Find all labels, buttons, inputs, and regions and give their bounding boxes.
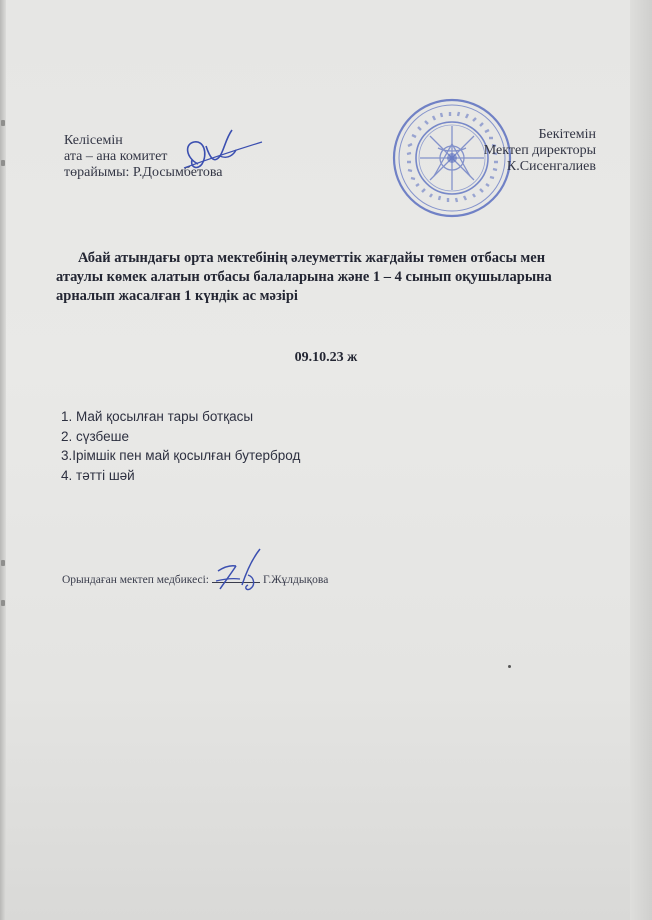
page-right-edge — [630, 0, 652, 920]
menu-list — [61, 407, 300, 485]
menu-item: 1. Май қосылған тары ботқасы — [61, 409, 254, 424]
approval-right-line3: К.Сисенгалиев — [506, 159, 596, 174]
approval-right-line1: Бекітемін — [538, 127, 596, 142]
document-title — [56, 249, 616, 306]
signoff-label: Орындаған мектеп медбикесі: — [62, 574, 209, 586]
nurse-signoff — [62, 574, 328, 586]
menu-item: 4. тәтті шәй — [61, 467, 135, 483]
approval-right — [484, 127, 596, 175]
title-line1: Абай атындағы орта мектебінің әлеуметтік жағдайы төмен отбасы мен — [78, 250, 546, 266]
approval-left-line1: Келісемін — [64, 133, 123, 148]
binder-hole — [1, 160, 5, 166]
approval-right-line2: Мектеп директоры — [483, 143, 596, 158]
approval-left-line2: ата – ана комитет — [64, 149, 168, 164]
page-left-edge — [0, 0, 6, 920]
committee-signature — [176, 124, 264, 172]
nurse-signature — [212, 545, 270, 595]
binder-hole — [1, 600, 5, 606]
signoff-name: Г.Жұлдықова — [263, 574, 329, 586]
binder-hole — [1, 560, 5, 566]
title-line3: арналып жасалған 1 күндік ас мәзірі — [56, 288, 298, 304]
menu-item: 3.Ірімшік пен май қосылған бутерброд — [61, 448, 301, 463]
document-date: 09.10.23 ж — [294, 350, 358, 365]
approval-left-line3: төрайымы: Р.Досымбетова — [64, 165, 223, 180]
menu-item: 2. сүзбеше — [61, 428, 129, 444]
binder-hole — [1, 120, 5, 126]
speck — [508, 665, 511, 668]
title-line2: атаулы көмек алатын отбасы балаларына және 1 – 4 сынып оқушыларына — [56, 269, 552, 285]
